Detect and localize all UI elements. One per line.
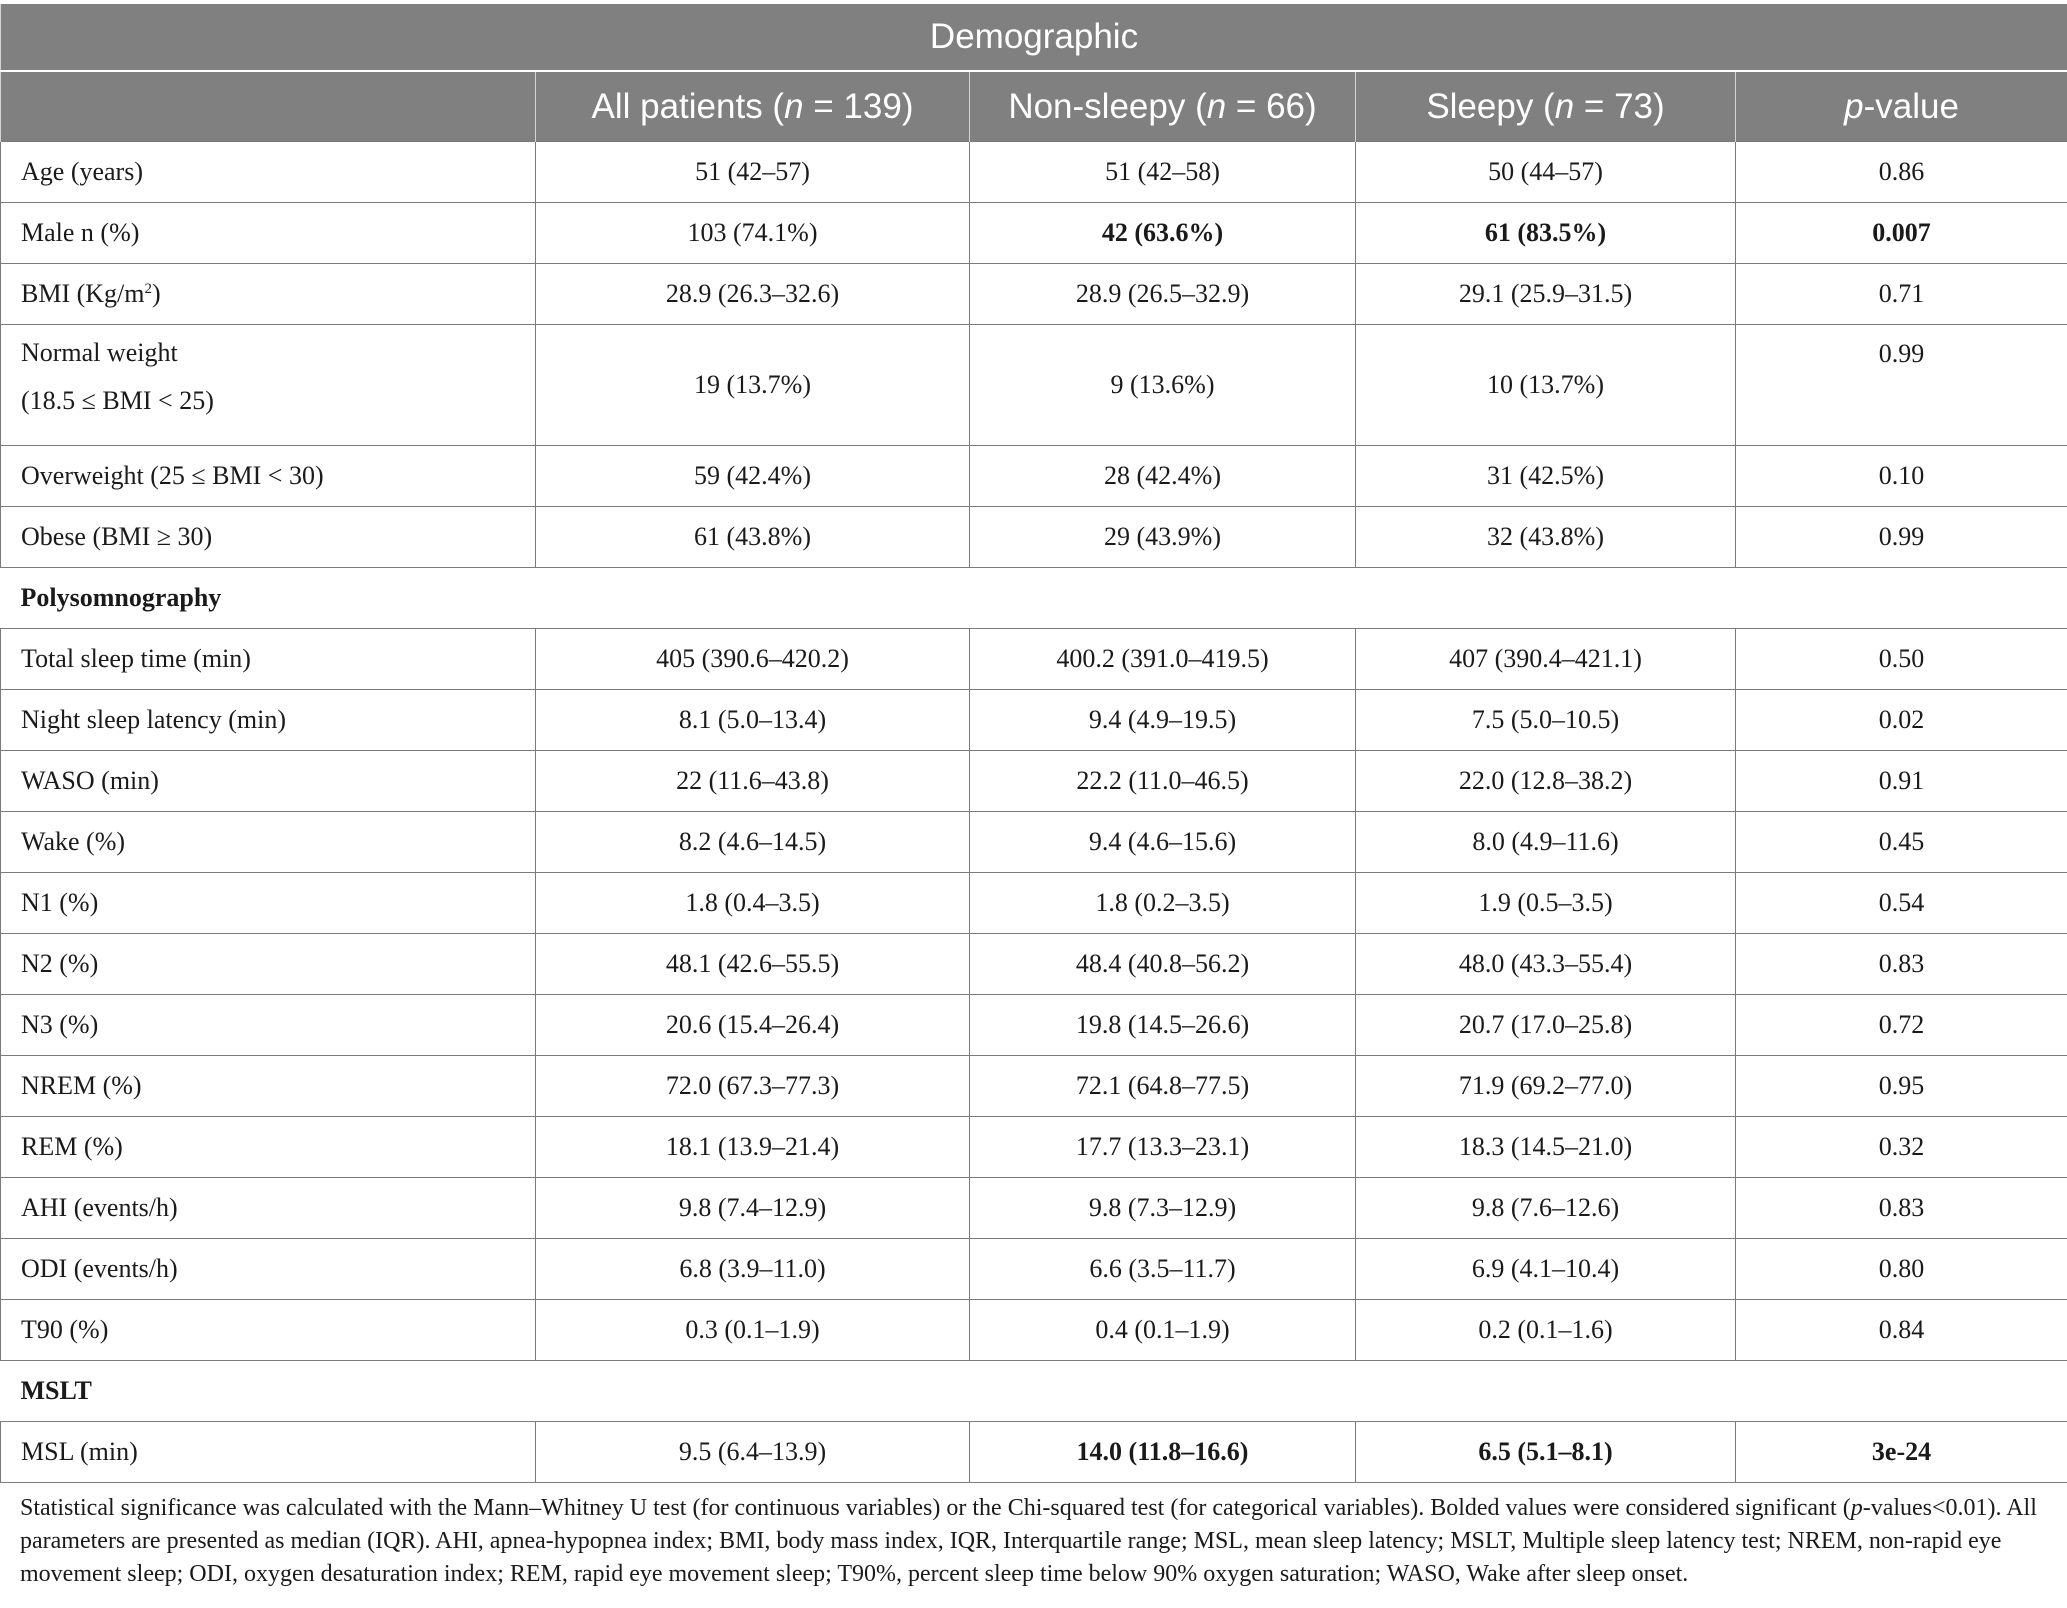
table-row [1, 1178, 2067, 1239]
row-label: N2 (%) [1, 934, 536, 995]
cell-sleepy: 6.9 (4.1–10.4) [1356, 1239, 1736, 1300]
header-sleepy [1356, 71, 1736, 142]
cell-sleepy: 22.0 (12.8–38.2) [1356, 751, 1736, 812]
cell-non-sleepy: 400.2 (391.0–419.5) [970, 629, 1356, 690]
footnote-part2: -values<0.01). All parameters are presented as median (IQR). AHI, apnea-hypopnea index; BMI, body mass index, IQR, Interquartile range; MSL, mean sleep latency; MSLT, Multiple sleep latency test; NREM, non-rapid eye movement sleep; ODI, oxygen desaturation index; REM, rapid eye movement sleep; T90%, percent sleep time below 90% oxygen saturation; WASO, Wake after sleep onset. [20, 1495, 2037, 1587]
cell-p-value: 0.02 [1736, 690, 2067, 751]
cell-sleepy: 61 (83.5%) [1356, 203, 1736, 264]
bmi-label-sup: 2 [144, 281, 152, 297]
cell-all: 72.0 (67.3–77.3) [536, 1056, 970, 1117]
cell-all: 9.8 (7.4–12.9) [536, 1178, 970, 1239]
cell-sleepy: 50 (44–57) [1356, 142, 1736, 203]
table-title-row [1, 4, 2067, 71]
table-row-age [1, 142, 2067, 203]
cell-all: 405 (390.6–420.2) [536, 629, 970, 690]
cell-non-sleepy: 9.8 (7.3–12.9) [970, 1178, 1356, 1239]
header-sleepy-n: n [1554, 86, 1575, 126]
cell-p-value: 0.32 [1736, 1117, 2067, 1178]
cell-all: 1.8 (0.4–3.5) [536, 873, 970, 934]
row-label: Age (years) [1, 142, 536, 203]
table-row-normal-weight [1, 325, 2067, 446]
cell-sleepy: 32 (43.8%) [1356, 507, 1736, 568]
table-row [1, 751, 2067, 812]
row-label: Wake (%) [1, 812, 536, 873]
cell-non-sleepy: 17.7 (13.3–23.1) [970, 1117, 1356, 1178]
cell-p-value: 0.72 [1736, 995, 2067, 1056]
cell-non-sleepy: 6.6 (3.5–11.7) [970, 1239, 1356, 1300]
cell-all: 0.3 (0.1–1.9) [536, 1300, 970, 1361]
cell-sleepy: 48.0 (43.3–55.4) [1356, 934, 1736, 995]
cell-sleepy: 18.3 (14.5–21.0) [1356, 1117, 1736, 1178]
cell-p-value: 0.86 [1736, 142, 2067, 203]
cell-p-value: 0.95 [1736, 1056, 2067, 1117]
table-row [1, 1056, 2067, 1117]
table-title: Demographic [1, 4, 2067, 71]
cell-sleepy: 6.5 (5.1–8.1) [1356, 1422, 1736, 1483]
table-row [1, 629, 2067, 690]
header-p-value [1736, 71, 2067, 142]
header-p-rest: -value [1863, 86, 1959, 126]
table-row-bmi [1, 264, 2067, 325]
row-label: REM (%) [1, 1117, 536, 1178]
cell-p-value: 0.83 [1736, 934, 2067, 995]
header-all-n: n [784, 86, 804, 126]
cell-sleepy: 9.8 (7.6–12.6) [1356, 1178, 1736, 1239]
row-label [1, 264, 536, 325]
row-label: T90 (%) [1, 1300, 536, 1361]
cell-all: 61 (43.8%) [536, 507, 970, 568]
cell-all: 18.1 (13.9–21.4) [536, 1117, 970, 1178]
table-row-obese [1, 507, 2067, 568]
cell-p-value: 0.99 [1736, 507, 2067, 568]
footnote-p-italic: p [1850, 1495, 1863, 1521]
column-header-row [1, 71, 2067, 142]
cell-p-value: 0.54 [1736, 873, 2067, 934]
table-row [1, 873, 2067, 934]
cell-all: 9.5 (6.4–13.9) [536, 1422, 970, 1483]
cell-non-sleepy: 9 (13.6%) [970, 325, 1356, 446]
cell-sleepy: 1.9 (0.5–3.5) [1356, 873, 1736, 934]
cell-sleepy: 71.9 (69.2–77.0) [1356, 1056, 1736, 1117]
row-label: Night sleep latency (min) [1, 690, 536, 751]
section-title: Polysomnography [1, 568, 2067, 629]
cell-sleepy: 31 (42.5%) [1356, 446, 1736, 507]
cell-p-value: 0.007 [1736, 203, 2067, 264]
cell-non-sleepy: 1.8 (0.2–3.5) [970, 873, 1356, 934]
cell-non-sleepy: 48.4 (40.8–56.2) [970, 934, 1356, 995]
cell-sleepy: 0.2 (0.1–1.6) [1356, 1300, 1736, 1361]
table-row-overweight [1, 446, 2067, 507]
cell-sleepy: 10 (13.7%) [1356, 325, 1736, 446]
cell-p-value: 0.80 [1736, 1239, 2067, 1300]
table-row [1, 934, 2067, 995]
footnote-part1: Statistical significance was calculated with the Mann–Whitney U test (for continuous variables) or the Chi-squared test (for categorical variables). Bolded values were considered significant ( [20, 1495, 1851, 1521]
row-label [1, 325, 536, 446]
cell-p-value: 0.45 [1736, 812, 2067, 873]
cell-p-value: 0.10 [1736, 446, 2067, 507]
table-row-msl [1, 1422, 2067, 1483]
cell-p-value: 0.50 [1736, 629, 2067, 690]
cell-non-sleepy: 9.4 (4.9–19.5) [970, 690, 1356, 751]
row-label: AHI (events/h) [1, 1178, 536, 1239]
cell-non-sleepy: 42 (63.6%) [970, 203, 1356, 264]
row-label: Male n (%) [1, 203, 536, 264]
cell-non-sleepy: 9.4 (4.6–15.6) [970, 812, 1356, 873]
cell-sleepy: 8.0 (4.9–11.6) [1356, 812, 1736, 873]
cell-non-sleepy: 22.2 (11.0–46.5) [970, 751, 1356, 812]
cell-sleepy: 407 (390.4–421.1) [1356, 629, 1736, 690]
row-label: N3 (%) [1, 995, 536, 1056]
row-label-line1: Normal weight [21, 338, 178, 367]
section-row-mslt [1, 1361, 2067, 1422]
row-label: Obese (BMI ≥ 30) [1, 507, 536, 568]
section-title: MSLT [1, 1361, 2067, 1422]
row-label: N1 (%) [1, 873, 536, 934]
cell-non-sleepy: 51 (42–58) [970, 142, 1356, 203]
table-row [1, 690, 2067, 751]
cell-p-value: 0.84 [1736, 1300, 2067, 1361]
bmi-label-post: ) [152, 279, 161, 308]
demographic-table [0, 4, 2067, 1483]
cell-all: 59 (42.4%) [536, 446, 970, 507]
cell-sleepy: 20.7 (17.0–25.8) [1356, 995, 1736, 1056]
cell-all: 6.8 (3.9–11.0) [536, 1239, 970, 1300]
header-all-count: = 139) [803, 86, 914, 126]
cell-all: 48.1 (42.6–55.5) [536, 934, 970, 995]
header-sleepy-count: = 73) [1574, 86, 1665, 126]
table-footnote [20, 1492, 2050, 1591]
cell-non-sleepy: 72.1 (64.8–77.5) [970, 1056, 1356, 1117]
row-label: Total sleep time (min) [1, 629, 536, 690]
table-row [1, 1300, 2067, 1361]
cell-non-sleepy: 28.9 (26.5–32.9) [970, 264, 1356, 325]
cell-non-sleepy: 0.4 (0.1–1.9) [970, 1300, 1356, 1361]
cell-all: 22 (11.6–43.8) [536, 751, 970, 812]
header-all-patients [536, 71, 970, 142]
cell-non-sleepy: 28 (42.4%) [970, 446, 1356, 507]
cell-all: 8.2 (4.6–14.5) [536, 812, 970, 873]
table-row-male [1, 203, 2067, 264]
header-non-count: = 66) [1226, 86, 1317, 126]
header-non-n: n [1206, 86, 1227, 126]
cell-all: 103 (74.1%) [536, 203, 970, 264]
row-label: ODI (events/h) [1, 1239, 536, 1300]
cell-all: 8.1 (5.0–13.4) [536, 690, 970, 751]
cell-sleepy: 7.5 (5.0–10.5) [1356, 690, 1736, 751]
bmi-label-pre: BMI (Kg/m [21, 279, 145, 308]
cell-non-sleepy: 29 (43.9%) [970, 507, 1356, 568]
header-variable [1, 71, 536, 142]
row-label: MSL (min) [1, 1422, 536, 1483]
table-row [1, 995, 2067, 1056]
row-label-line2: (18.5 ≤ BMI < 25) [21, 386, 214, 415]
cell-all: 51 (42–57) [536, 142, 970, 203]
cell-non-sleepy: 19.8 (14.5–26.6) [970, 995, 1356, 1056]
table-row [1, 812, 2067, 873]
cell-all: 19 (13.7%) [536, 325, 970, 446]
section-row-polysomnography [1, 568, 2067, 629]
header-non-sleepy [970, 71, 1356, 142]
cell-sleepy: 29.1 (25.9–31.5) [1356, 264, 1736, 325]
header-all-label: All patients ( [591, 86, 785, 126]
table-row [1, 1239, 2067, 1300]
row-label: WASO (min) [1, 751, 536, 812]
header-p-italic: p [1844, 86, 1864, 126]
cell-all: 28.9 (26.3–32.6) [536, 264, 970, 325]
cell-all: 20.6 (15.4–26.4) [536, 995, 970, 1056]
header-sleepy-label: Sleepy ( [1426, 86, 1555, 126]
row-label: Overweight (25 ≤ BMI < 30) [1, 446, 536, 507]
cell-p-value: 0.91 [1736, 751, 2067, 812]
cell-p-value: 0.99 [1736, 325, 2067, 446]
table-row [1, 1117, 2067, 1178]
row-label: NREM (%) [1, 1056, 536, 1117]
results-table-container [0, 4, 2067, 1483]
cell-p-value: 0.83 [1736, 1178, 2067, 1239]
header-non-label: Non-sleepy ( [1008, 86, 1207, 126]
cell-p-value: 3e-24 [1736, 1422, 2067, 1483]
cell-non-sleepy: 14.0 (11.8–16.6) [970, 1422, 1356, 1483]
cell-p-value: 0.71 [1736, 264, 2067, 325]
